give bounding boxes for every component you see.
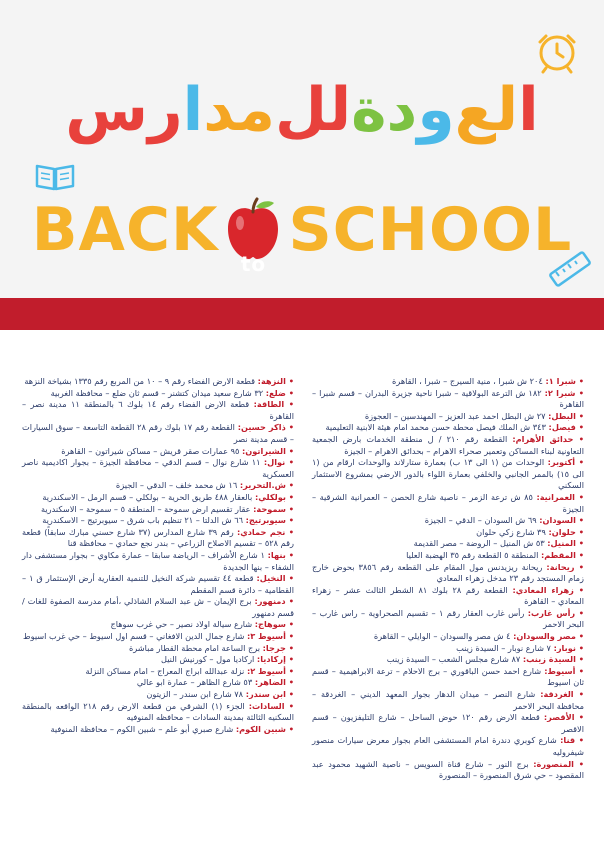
branch-entry [312,689,584,712]
branch-name: جرجا: [262,642,286,653]
arabic-title-part: رس [65,75,183,145]
bullet-icon: • [573,689,585,700]
branch-entry [312,585,584,608]
branch-address: ريحانة ريزيدنس مول المقام على القطعة رقم ٣٨٥٦ بحوض خارج زمام المستجد رقم ٢٣ مدخل زهراء المعادي [312,561,584,584]
branch-address: الوحدات من (١ الى ١٣ ب) بعمارة ستارلاند والوحدات ارقام من (١ الى ١٥) بالممر الجانبي والخلفي بعمارة اللواء بالدور الارضي بمشروع الاستثمار السكني [312,457,584,491]
bullet-icon: • [285,445,294,456]
arabic-title-part: لع [454,75,519,145]
branch-name: أسيوط ٢: [246,665,286,676]
bullet-icon: • [285,631,294,642]
branch-entry [22,550,294,573]
branch-entry [22,527,294,550]
branch-entry [22,689,294,701]
branch-address: نزلة عبدالله ابراج المعراج – امام مساكن النزلة [85,665,245,676]
bullet-icon: • [285,689,294,700]
branch-name: المنصورة: [533,758,574,769]
bullet-icon: • [574,712,584,723]
branch-entry [312,608,584,631]
apple-label: to [240,252,267,277]
branch-entry [312,434,584,457]
branch-address: ٢٠٤ ش شبرا ، منية السيرج – شبرا ، القاهرة [392,376,543,386]
branch-name: حدائق الأهرام: [512,433,574,444]
branch-entry [22,724,294,736]
bullet-icon: • [575,515,584,526]
branch-name: الأقصر: [543,712,575,723]
hero-banner [0,0,604,298]
branch-name: مصر والسودان: [513,631,576,642]
branch-name: شبرا ٢: [544,387,576,398]
arabic-title [0,62,604,158]
branch-entry [312,422,584,434]
branch-name: الضاهر: [254,677,286,688]
branch-name: بنها: [267,549,286,560]
bullet-icon: • [285,665,294,676]
branch-name: ش.التحرير: [239,480,286,491]
branch-address: ١٨٢ ش الترعة البولاقية – شبرا ناحية جزيرة البدران – قسم شبرا – القاهرة [312,387,584,410]
branch-entry [312,550,584,562]
branch-address: ١١ شارع نوال – قسم الدقي – محافظة الجيزة – بجوار اكاديمية ناصر العسكرية [22,457,294,479]
bullet-icon: • [575,387,584,398]
branch-list-left [22,376,294,735]
branch-name: بولكلي: [254,491,286,502]
bullet-icon: • [575,607,584,618]
branch-entry [312,388,584,411]
branch-name: ابن سندر: [245,689,286,700]
branch-address: القطعة رقم ٢٨ بلوك ٨١ الشطر الثالث عشر – زهراء المعادي – القاهرة [312,584,584,607]
bullet-icon: • [285,526,294,537]
branch-address: رقم ٣٩ شارع المدارس (٣٧ شارع حسني مبارك سابقاً) قطعة رقم ٥٢٨ – تقسيم الاصلاح الزراعي – بندر نجع حمادي – محافظة قنا [22,526,294,549]
bullet-icon: • [574,561,584,572]
branch-name: النزهة: [257,376,286,386]
branch-entry [22,666,294,678]
branch-address: قطعة الارض الفضاء رقم ١٤ بلوك ٦ بالمنطقة ١١ مدينة نصر – القاهرة [22,399,294,421]
bullet-icon: • [285,654,294,665]
bullet-icon: • [285,480,294,491]
bullet-icon: • [285,387,294,398]
bullet-icon: • [285,573,294,584]
branch-address: اركاديا مول – كورنيش النيل [161,654,255,665]
arabic-title-part: ا [182,75,204,145]
branch-address: القطعة رقم ١٧ بلوك رقم ٢٨ القطعة التاسعة – سوق السيارات – قسم مدينة نصر [22,422,294,444]
arabic-title-part: ا [518,75,539,145]
branch-address: برج الإيمان – ش عبد السلام الشاذلي ،أمام مدرسة الصفوة للغات /قسم دمنهور [22,596,294,618]
bullet-icon: • [285,677,294,688]
branch-address: برج النور – شارع قناة السويس – ناصية الشهيد محمود عبد المقصود – حي شرق المنصورة – المنصورة [312,758,584,781]
branch-entry [312,759,584,782]
red-divider [0,298,604,330]
branch-name: سيوبرتيج: [245,515,286,526]
branch-entry [22,457,294,480]
branch-name: العمرانية: [536,491,575,502]
branch-entry [312,538,584,550]
bullet-icon: • [573,433,584,444]
bullet-icon: • [575,376,584,386]
branch-name: سوهاج: [254,619,286,630]
branch-entry [22,492,294,504]
branch-address: القطعة رقم ٢١٠ / ل منطقة الخدمات بارض الجمعية التعاونية لبناء المساكن وتعمير صحراء الاهرام – بحدائق الاهرام – الجيزة [312,433,584,456]
branch-name: الشيراتون: [241,445,286,456]
branch-name: ريحانة: [546,561,575,572]
bullet-icon: • [575,665,584,676]
branch-name: سموحة: [253,503,286,514]
branch-name: المقطم: [540,549,576,560]
bullet-icon: • [285,503,294,514]
branch-name: أكتوبر: [547,457,576,468]
bullet-icon: • [574,491,584,502]
branch-address: برج الساعة امام محطة القطار مباشرة [129,642,261,653]
branch-entry [22,596,294,619]
branch-entry [22,573,294,596]
branch-name: السيدة زينب: [522,654,576,665]
branch-address: ٨٥ ش ترعة الزمر – ناصية شارع الحصن – العمرانية الشرقية – الجيزة [312,491,584,514]
arabic-title-part: دة [351,75,418,145]
bullet-icon: • [284,700,295,711]
bullet-icon: • [285,723,294,734]
branch-entry [22,399,294,422]
bullet-icon: • [285,515,294,526]
branch-name: ذاكر حسين: [237,422,286,433]
branch-name: المنيل: [547,538,576,549]
branch-entry [312,527,584,539]
branch-entry [312,562,584,585]
branch-name: نوال: [263,457,286,468]
bullet-icon: • [285,376,294,386]
branch-name: السودان: [539,515,576,526]
branch-name: أسيوط: [544,665,576,676]
branch-address: ٦٦ ش الدلتا – ٢١ تنظيم باب شرق – سيوبرتيج – الاسكندرية [42,515,243,526]
branch-entry [312,654,584,666]
branch-entry [22,376,294,388]
branch-address: قطعة الارض الفضاء رقم ٩ – ١٠ من المربع رقم ١٣٣٥ بشياخة النزهة [24,376,256,386]
branch-address: شارع النصر – ميدان الدهار بجوار المعهد الديني – الغردقة – محافظة البحر الاحمر [312,689,584,711]
branch-name: شبين الكوم: [235,723,286,734]
branch-address: ٤ ش مصر والسودان – الوايلي – القاهرة [373,631,511,642]
branch-name: شبرا ١: [545,376,576,386]
branch-entry [22,654,294,666]
branch-address: ٨٧ شارع مجلس الشعب – السيدة زينب [386,654,521,665]
english-title-back: BACK [31,195,219,266]
branch-address: بالعقار ٤٨٨ طريق الحرية – بولكلي – قسم الرمل – الاسكندرية [42,491,253,502]
branch-name: نوبار: [553,642,576,653]
branch-list-right [312,376,584,782]
english-title [0,182,604,277]
bullet-icon: • [284,399,294,410]
branch-name: نجم حمادي: [236,526,286,537]
branch-entry [22,480,294,492]
bullet-icon: • [285,422,294,433]
branch-address: ٦٩ ش السودان – الدقي – الجيزة [424,515,537,526]
branch-entry [22,504,294,516]
english-title-school: SCHOOL [288,195,573,266]
branch-entry [312,631,584,643]
branch-entry [22,677,294,689]
bullet-icon: • [575,538,584,549]
branch-entry [312,376,584,388]
bullet-icon: • [285,549,294,560]
branch-address: شارع صبري أبو علم – شبين الكوم – محافظة المنوفية [50,723,234,734]
branch-address: شارع سيالة اولاد نصير – حي غرب سوهاج [110,619,253,630]
branch-address: ٩٥ عمارات صقر قريش – مساكن شيراتون – القاهرة [61,445,240,456]
bullet-icon: • [573,584,584,595]
branch-name: فيصل: [548,422,576,433]
branch-name: النخيل: [256,573,286,584]
branch-entry [22,631,294,643]
bullet-icon: • [285,457,294,468]
branch-address: شارع كوبري دندرة امام المستشفى العام بجوار معرض سيارات منصور شيفروليه [312,735,584,757]
branch-name: زهراء المعادي: [512,584,574,595]
branch-name: إركاديا: [256,654,286,665]
branch-name: حلوان: [548,526,576,537]
branch-name: قنا: [560,735,576,746]
apple-icon [222,197,284,277]
bullet-icon: • [575,631,584,642]
branch-entry [312,735,584,758]
branch-entry [22,422,294,445]
bullet-icon: • [575,654,584,665]
branch-address: قطعة ٤٤ تقسيم شركة النخيل للتنمية العقارية أرض الإستثمار ق ١ – القطامية – دائرة قسم المقطم [22,573,294,595]
branch-name: ضلع: [265,387,286,398]
bullet-icon: • [575,642,584,653]
bullet-icon: • [575,735,584,746]
bullet-icon: • [285,642,294,653]
branch-address: ١٦ ش محمد خلف – الدقي – الجيزة [115,480,238,491]
bullet-icon: • [575,422,584,433]
branch-entry [312,411,584,423]
branch-address: عقار تقسيم ارض سموحة – المنطقة ٥ – سموحة – الاسكندرية [41,503,251,514]
branch-address: ٢٧ ش البطل احمد عبد العزيز – المهندسين – العجوزة [364,410,546,421]
branch-entry [312,712,584,735]
branch-address: شارع جمال الدين الافغاني – قسم اول اسيوط – حي غرب اسيوط [23,631,245,642]
branch-address: شارع احمد حسن الباقوري – برج الاحلام – ترعة الابراهيمية – قسم ثان اسيوط [312,665,584,688]
branch-entry [312,515,584,527]
branch-entry [22,388,294,400]
branch-address: ٥٣ ش المنيل – الروضة – مصر القديمة [413,538,545,549]
bullet-icon: • [285,596,294,607]
arabic-title-part: مد [203,75,276,145]
branch-entry [22,619,294,631]
branch-name: الطاقة: [253,399,285,410]
branch-address: ٣٤٣ ش الملك فيصل محطة حسن محمد امام هيئة الابنية التعليمية [325,422,546,433]
branch-entry [22,515,294,527]
branch-address: قطعة الارض رقم ١٢٠ حوض الساحل – شارع التليفزيون – قسم الاقصر [312,712,584,734]
branch-entry [22,643,294,655]
branch-name: دمنهور: [254,596,286,607]
branch-address: الجزء (١) الشرقي من قطعة الارض رقم ٢١٨ الواقعه بالمنطقة السكنيه الثالثة بمدينة السادات – محافظه المنوفيه [22,700,294,723]
arabic-title-part: لل [275,75,352,145]
arabic-title-part: و [417,75,455,145]
branch-address: ٥٣ شارع الظاهر – عمارة ابو عالي [136,677,253,688]
branch-address: ٣٢ شارع سعيد ميدان كتشنر – قسم ثان ضلع – محافظة الغربية [50,387,264,398]
branch-name: رأس غارب: [527,607,576,618]
bullet-icon: • [575,410,584,421]
bullet-icon: • [285,619,294,630]
branch-address: ٣٩ شارع زكي حلوان [476,526,546,537]
bullet-icon: • [575,457,584,468]
bullet-icon: • [573,758,584,769]
bullet-icon: • [285,491,294,502]
bullet-icon: • [575,549,584,560]
branch-entry [312,643,584,655]
branch-address: ٧ شارع نوبار – السيدة زينب [456,642,551,653]
branch-name: الغردقة: [540,689,574,700]
branch-address: ٧٨ شارع ابن سندر – الزيتون [146,689,244,700]
branch-address: رأس غارب العقار رقم ١ – تقسيم الصحراوية – راس غارب – البحر الاحمر [312,607,584,630]
branch-entry [312,457,584,492]
branch-name: أسيوط ٣: [246,631,286,642]
branch-address: المنطقة ٥ القطعة رقم ٣٥ الهضبة العليا [406,549,539,560]
branch-entry [312,666,584,689]
branch-name: السادات: [248,700,285,711]
branch-address: ١ شارع الأشراف – الرياضة سابقا – عمارة مكاوي – بجوار مستشفى دار الشفاء – بنها الجديدة [22,549,294,572]
branch-entry [312,492,584,515]
branch-entry [22,446,294,458]
bullet-icon: • [575,526,584,537]
branch-entry [22,701,294,724]
branch-name: البطل: [548,410,576,421]
